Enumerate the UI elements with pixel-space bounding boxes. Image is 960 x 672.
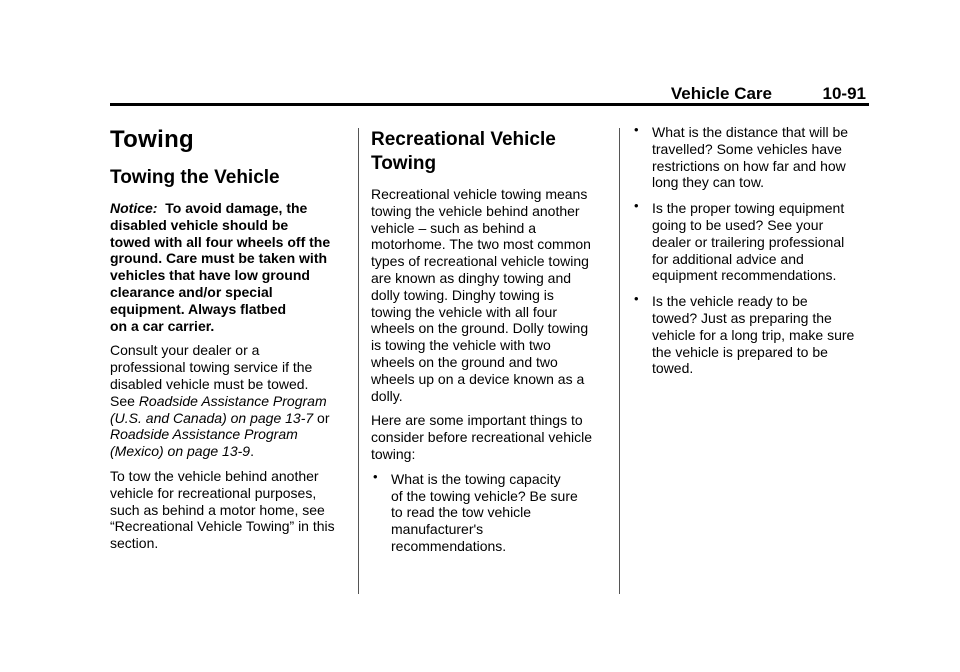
- text-line: towing:: [371, 445, 416, 462]
- section-title: Vehicle Care: [670, 84, 772, 103]
- heading-line: Towing: [371, 153, 437, 174]
- text-line: dolly.: [371, 387, 403, 404]
- text-line: is towing the vehicle with two: [371, 337, 551, 354]
- text-see: See: [110, 392, 139, 409]
- consider-paragraph: [371, 412, 606, 462]
- text-line: to read the tow vehicle: [391, 504, 532, 521]
- tow-paragraph: [110, 468, 352, 552]
- list-item: [632, 293, 868, 377]
- text-line: Consult your dealer or a: [110, 342, 260, 359]
- notice-paragraph: [110, 200, 352, 334]
- text-line: for additional advice and: [652, 250, 804, 267]
- text-line: the vehicle is prepared to be: [652, 343, 828, 360]
- text-line: Recreational vehicle towing means: [371, 186, 588, 202]
- text-line: To tow the vehicle behind another: [110, 467, 319, 484]
- text-line: towing the vehicle behind another: [371, 202, 580, 219]
- cross-reference-link[interactable]: (U.S. and Canada) on page 13-7: [110, 409, 314, 426]
- page-number: 10-91: [822, 84, 866, 103]
- section-heading: [371, 128, 606, 176]
- text-line: of the towing vehicle? Be sure: [391, 487, 578, 504]
- text-line: dolly towing. Dinghy towing is: [371, 286, 554, 303]
- bullet-icon: •: [634, 291, 639, 307]
- column-1: [110, 126, 352, 560]
- bullet-icon: •: [373, 468, 378, 484]
- text-line: on a car carrier.: [110, 317, 215, 334]
- column-2: [371, 128, 606, 564]
- text-line: equipment recommendations.: [652, 267, 837, 284]
- column-3: [632, 124, 868, 386]
- heading-line: Recreational Vehicle: [371, 129, 556, 150]
- column-divider: [619, 128, 620, 594]
- considerations-list: [371, 468, 606, 555]
- rv-towing-paragraph: [371, 186, 606, 404]
- cross-reference-link[interactable]: (Mexico) on page 13-9: [110, 443, 251, 460]
- text-line: Is the vehicle ready to be: [652, 293, 808, 310]
- text-line: going to be used? See your: [652, 216, 824, 233]
- text-line: clearance and/or special: [110, 283, 273, 300]
- text-line: wheels up on a device known as a: [371, 370, 585, 387]
- cross-reference-link[interactable]: Roadside Assistance Program: [110, 426, 298, 443]
- text-line: To avoid damage, the: [165, 200, 308, 216]
- text-line: motorhome. The two most common: [371, 236, 591, 253]
- text-period: .: [250, 443, 254, 460]
- text-line: professional towing service if the: [110, 359, 313, 376]
- considerations-list-continued: [632, 124, 868, 377]
- text-line: wheels on the ground. Dolly towing: [371, 320, 589, 337]
- text-line: What is the towing capacity: [391, 470, 561, 487]
- bullet-icon: •: [634, 122, 639, 137]
- text-line: ground. Care must be taken with: [110, 250, 328, 267]
- section-heading: Towing the Vehicle: [110, 167, 280, 188]
- text-line: towing the vehicle with all four: [371, 303, 557, 320]
- cross-reference-link[interactable]: Roadside Assistance Program: [138, 392, 327, 409]
- page-title: Towing: [110, 126, 194, 153]
- text-line: consider before recreational vehicle: [371, 429, 593, 446]
- text-or: or: [313, 409, 330, 426]
- text-line: towed? Just as preparing the: [652, 309, 832, 326]
- bullet-icon: •: [634, 198, 639, 214]
- text-line: dealer or trailering professional: [652, 233, 845, 250]
- text-line: section.: [110, 535, 159, 552]
- text-line: such as behind a motor home, see: [110, 501, 325, 518]
- consult-paragraph: [110, 342, 352, 460]
- text-line: restrictions on how far and how: [652, 157, 846, 174]
- text-line: recommendations.: [391, 537, 507, 554]
- text-line: travelled? Some vehicles have: [652, 140, 842, 157]
- text-line: Is the proper towing equipment: [652, 200, 845, 217]
- text-line: equipment. Always flatbed: [110, 300, 287, 317]
- text-line: are known as dinghy towing and: [371, 269, 572, 286]
- text-line: Here are some important things to: [371, 412, 583, 429]
- header-rule: [110, 103, 869, 106]
- notice-label: Notice:: [110, 200, 158, 216]
- text-line: What is the distance that will be: [652, 124, 849, 140]
- text-line: “Recreational Vehicle Towing” in this: [110, 518, 335, 535]
- column-divider: [358, 128, 359, 594]
- text-line: disabled vehicle should be: [110, 216, 289, 233]
- text-line: disabled vehicle must be towed.: [110, 375, 309, 392]
- list-item: [632, 200, 868, 284]
- text-line: vehicle – such as behind a: [371, 219, 536, 236]
- text-line: wheels on the ground and two: [371, 353, 558, 370]
- text-line: vehicle for a long trip, make sure: [652, 326, 855, 343]
- list-item: [632, 124, 868, 191]
- text-line: types of recreational vehicle towing: [371, 253, 589, 270]
- list-item: [371, 468, 606, 555]
- text-line: towed.: [652, 360, 694, 377]
- text-line: manufacturer's: [391, 521, 484, 538]
- text-line: towed with all four wheels off the: [110, 233, 331, 250]
- running-header: [110, 84, 870, 104]
- text-line: long they can tow.: [652, 174, 765, 191]
- text-line: vehicles that have low ground: [110, 267, 310, 284]
- text-line: vehicle for recreational purposes,: [110, 484, 317, 501]
